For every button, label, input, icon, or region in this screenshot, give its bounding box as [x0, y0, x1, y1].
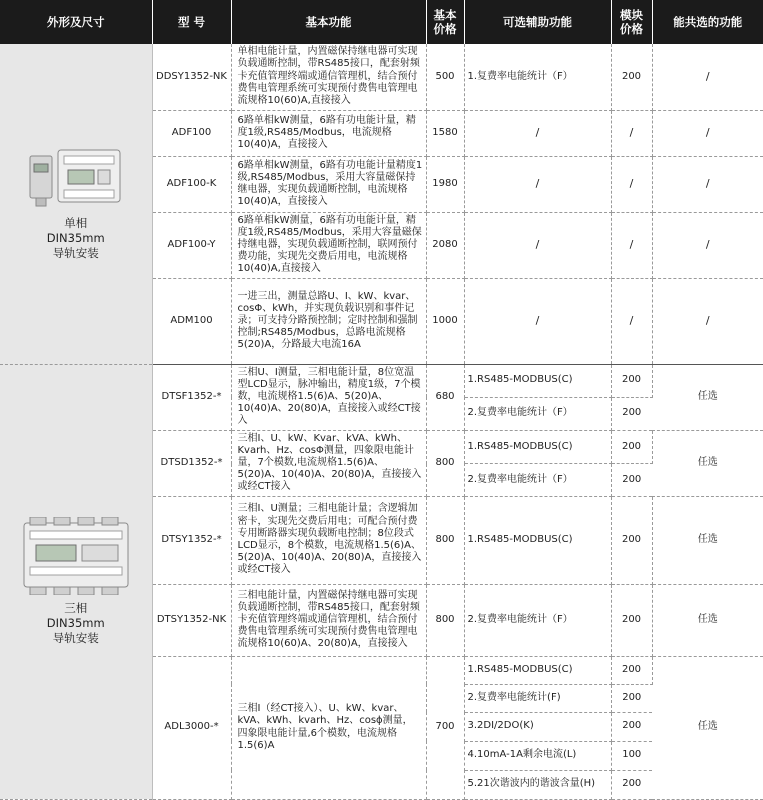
model-cell: DDSY1352-NK — [152, 44, 231, 110]
price-cell: 1580 — [426, 110, 464, 156]
model-cell: DTSF1352-* — [152, 364, 231, 430]
aux-cell: 4.10mA-1A剩余电流(L) — [464, 741, 611, 770]
module-price-cell: 200 — [611, 430, 652, 464]
model-cell: ADM100 — [152, 278, 231, 364]
group-caption-line-2: DIN35mm — [46, 616, 105, 631]
model-cell: ADF100 — [152, 110, 231, 156]
price-cell: 500 — [426, 44, 464, 110]
module-price-cell: 100 — [611, 741, 652, 770]
module-price-cell: / — [611, 278, 652, 364]
module-price-cell: / — [611, 156, 652, 212]
table-row — [0, 44, 763, 110]
header-combine: 能共选的功能 — [652, 0, 763, 44]
module-price-cell: 200 — [611, 712, 652, 741]
function-cell: 三相I、U测量；三相电能计量；含逻辑加密卡，实现先交费后用电；可配合预付费专用断路器实现负载断电控制；8位段式LCD显示，8个模数，电流规格1.5(6)A、5(20)A、10(40)A、20(80)A，直接接入或经CT接入 — [231, 496, 426, 584]
aux-cell: 2.复费率电能统计(F) — [464, 684, 611, 712]
function-cell: 三相I（经CT接入）、U、kW、kvar、kVA、kWh、kvarh、Hz、cosϕ测量，四象限电能计量,6个模数，电流规格1.5(6)A — [231, 656, 426, 799]
header-aux: 可选辅助功能 — [464, 0, 611, 44]
aux-cell: 1.RS485-MODBUS(C) — [464, 430, 611, 464]
combine-cell: 任选 — [652, 364, 763, 430]
model-cell: DTSD1352-* — [152, 430, 231, 496]
function-cell: 一进三出，测量总路U、I、kW、kvar、cosΦ、kWh，并实现负载识别和事件记录；可支持分路预控制；定时控制和强制控制;RS485/Modbus，总路电流规格5(20)A，分路最大电流16A — [231, 278, 426, 364]
function-cell: 三相电能计量，内置磁保持继电器可实现负载通断控制，带RS485接口，配套射频卡充值管理终端或通信管理机，结合预付费售电管理系统可实现预付费售电管理电流规格10(60)A、20(80)A，直接接入 — [231, 584, 426, 656]
function-cell: 6路单相kW测量，6路有功电能计量，精度1级,RS485/Modbus，采用大容量磁保持继电器，实现负载通断控制，联网预付费功能，实现先交费后用电，电流规格10(40)A,直接接入 — [231, 212, 426, 278]
module-price-cell: 200 — [611, 464, 652, 496]
aux-cell: 5.21次谐波内的谐波含量(H) — [464, 770, 611, 799]
price-cell: 700 — [426, 656, 464, 799]
model-cell: ADF100-K — [152, 156, 231, 212]
group-caption-line-3: 导轨安装 — [52, 631, 99, 646]
aux-cell: / — [464, 110, 611, 156]
header-price: 基本 价格 — [426, 0, 464, 44]
function-cell: 6路单相kW测量，6路有功电能计量，精度1级,RS485/Modbus，电流规格10(40)A，直接接入 — [231, 110, 426, 156]
combine-cell: 任选 — [652, 496, 763, 584]
group-three-phase — [0, 364, 152, 799]
combine-cell: / — [652, 156, 763, 212]
function-cell: 单相电能计量，内置磁保持继电器可实现负载通断控制，带RS485接口，配套射频卡充值管理终端或通信管理机，结合预付费售电管理系统可实现预付费售电管理电流规格10(60)A,直接接入 — [231, 44, 426, 110]
module-price-cell: 200 — [611, 496, 652, 584]
header-module-price: 模块 价格 — [611, 0, 652, 44]
group-caption-line-1: 三相 — [64, 601, 88, 616]
aux-cell: 2.复费率电能统计（F） — [464, 464, 611, 496]
group-caption-line-3: 导轨安装 — [52, 246, 99, 261]
aux-cell: / — [464, 212, 611, 278]
function-cell: 6路单相kW测量，6路有功电能计量精度1级,RS485/Modbus，采用大容量磁保持继电器，实现负载通断控制，电流规格10(40)A，直接接入 — [231, 156, 426, 212]
module-price-cell: / — [611, 212, 652, 278]
header-model: 型 号 — [152, 0, 231, 44]
aux-cell: 1.RS485-MODBUS(C) — [464, 364, 611, 397]
module-price-cell: 200 — [611, 684, 652, 712]
aux-cell: 1.RS485-MODBUS(C) — [464, 656, 611, 684]
price-cell: 800 — [426, 430, 464, 496]
module-price-cell: 200 — [611, 364, 652, 397]
header-row — [0, 0, 763, 44]
combine-cell: 任选 — [652, 584, 763, 656]
combine-cell: 任选 — [652, 430, 763, 496]
model-cell: ADL3000-* — [152, 656, 231, 799]
table-row — [0, 364, 763, 397]
model-cell: ADF100-Y — [152, 212, 231, 278]
price-cell: 2080 — [426, 212, 464, 278]
price-cell: 800 — [426, 584, 464, 656]
combine-cell: / — [652, 110, 763, 156]
aux-cell: 3.2DI/2DO(K) — [464, 712, 611, 741]
aux-cell: 2.复费率电能统计（F） — [464, 584, 611, 656]
header-shape: 外形及尺寸 — [0, 0, 152, 44]
aux-cell: / — [464, 278, 611, 364]
model-cell: DTSY1352-* — [152, 496, 231, 584]
module-price-cell: 200 — [611, 656, 652, 684]
module-price-cell: 200 — [611, 44, 652, 110]
aux-cell: / — [464, 156, 611, 212]
combine-cell: / — [652, 44, 763, 110]
module-price-cell: 200 — [611, 584, 652, 656]
group-single-phase — [0, 44, 152, 364]
three-phase-din-meter-photo-icon — [20, 517, 132, 595]
price-cell: 800 — [426, 496, 464, 584]
function-cell: 三相U、I测量，三相电能计量，8位宽温型LCD显示，脉冲输出，精度1级，7个模数，电流规格1.5(6)A、5(20)A、10(40)A、20(80)A，直接接入或经CT接入 — [231, 364, 426, 430]
module-price-cell: 200 — [611, 397, 652, 430]
model-cell: DTSY1352-NK — [152, 584, 231, 656]
combine-cell: / — [652, 212, 763, 278]
price-cell: 1980 — [426, 156, 464, 212]
module-price-cell: / — [611, 110, 652, 156]
module-price-cell: 200 — [611, 770, 652, 799]
price-cell: 1000 — [426, 278, 464, 364]
combine-cell: 任选 — [652, 656, 763, 799]
aux-cell: 1.RS485-MODBUS(C) — [464, 496, 611, 584]
combine-cell: / — [652, 278, 763, 364]
function-cell: 三相I、U、kW、Kvar、kVA、kWh、Kvarh、Hz、cosΦ测量，四象限电能计量，7个模数,电流规格1.5(6)A、5(20)A、10(40)A、20(80)A，直接接入或经CT接入 — [231, 430, 426, 496]
price-cell: 680 — [426, 364, 464, 430]
single-phase-din-meter-photo-icon — [28, 146, 124, 210]
group-caption-line-1: 单相 — [64, 216, 88, 231]
header-function: 基本功能 — [231, 0, 426, 44]
aux-cell: 1.复费率电能统计（F） — [464, 44, 611, 110]
aux-cell: 2.复费率电能统计（F） — [464, 397, 611, 430]
group-caption-line-2: DIN35mm — [46, 231, 105, 246]
